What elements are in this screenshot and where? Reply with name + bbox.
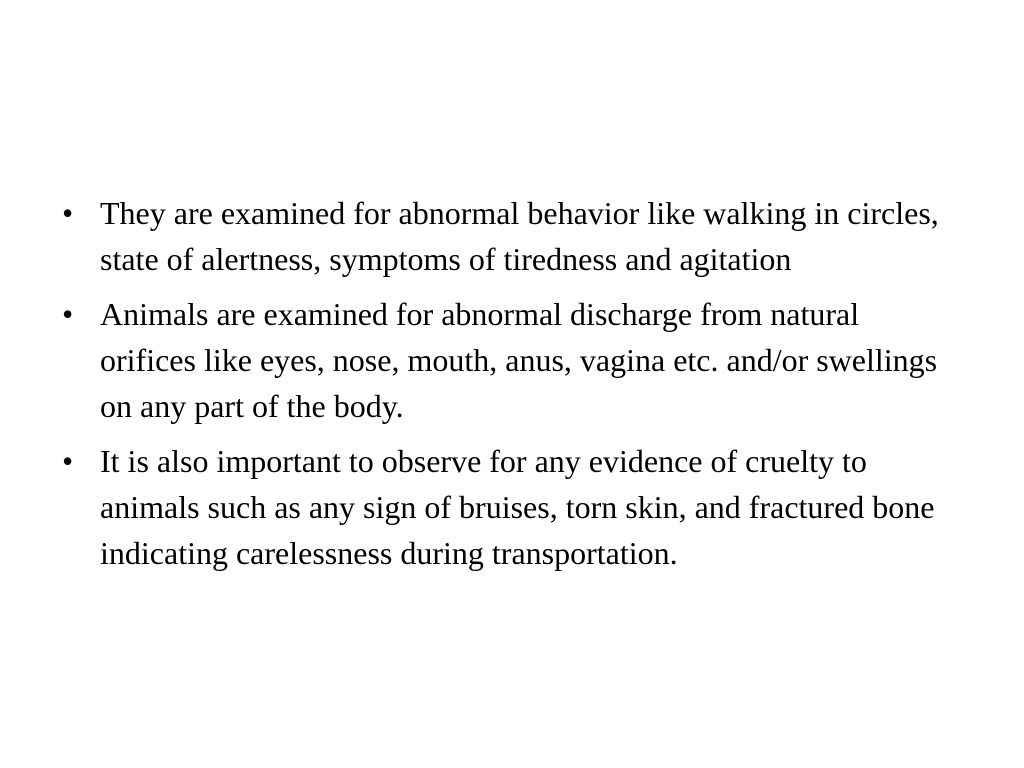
bullet-text: It is also important to observe for any evidence of cruelty to animals such as any sign of bruises, torn skin, and fractured bone indicating carelessness during transportation. <box>100 443 935 571</box>
bullet-marker: • <box>62 296 74 332</box>
bullet-marker: • <box>62 195 74 231</box>
bullet-item <box>62 438 962 576</box>
bullet-item <box>62 190 962 282</box>
bullet-list <box>62 190 962 585</box>
bullet-item <box>62 291 962 429</box>
bullet-marker: • <box>62 443 74 479</box>
bullet-text: Animals are examined for abnormal discharge from natural orifices like eyes, nose, mouth, anus, vagina etc. and/or swellings on any part of the body. <box>100 296 938 424</box>
bullet-text: They are examined for abnormal behavior like walking in circles, state of alertness, symptoms of tiredness and agitation <box>100 195 939 277</box>
